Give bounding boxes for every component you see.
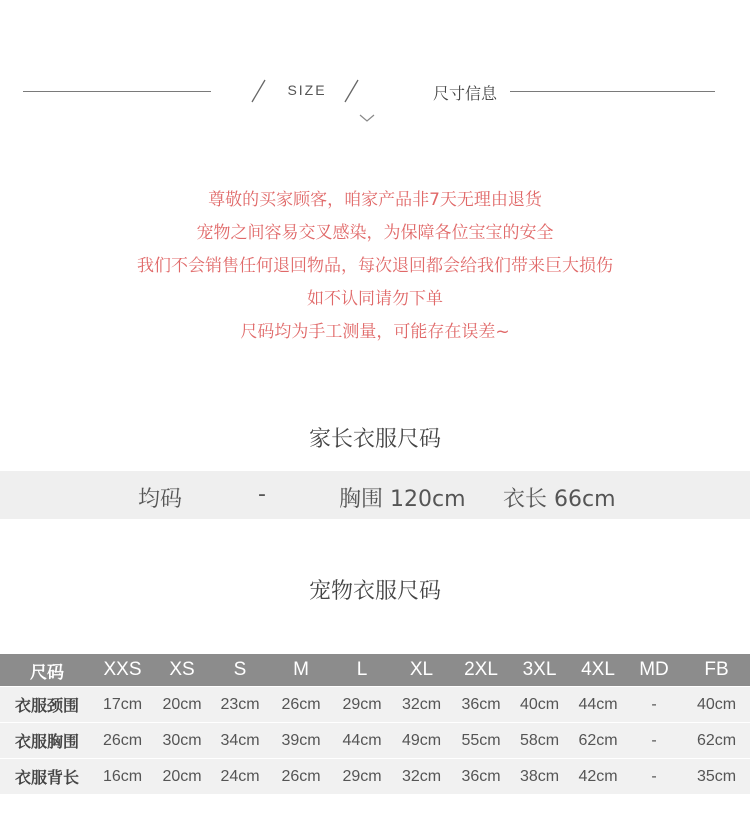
table-cell: 36cm — [454, 687, 508, 723]
table-cell: 62cm — [571, 723, 625, 759]
table-cell: 26cm — [94, 723, 151, 759]
table-cell: 23cm — [213, 687, 267, 723]
row-label: 衣服胸围 — [0, 723, 94, 759]
table-row — [0, 759, 750, 795]
return-policy-notice — [0, 186, 750, 351]
table-row — [0, 687, 750, 723]
table-header-cell: 尺码 — [0, 654, 94, 687]
table-cell: - — [625, 723, 683, 759]
notice-line: 尺码均为手工测量，可能存在误差~ — [240, 322, 510, 342]
header-rule-right — [510, 91, 715, 92]
table-cell: 49cm — [389, 723, 454, 759]
table-cell: 29cm — [335, 759, 389, 795]
table-header-cell: 2XL — [454, 654, 508, 687]
slash-divider-icon — [250, 78, 266, 104]
parent-chest-value: 胸围 120cm — [339, 487, 466, 512]
pet-size-title: 宠物衣服尺码 — [308, 579, 441, 604]
table-cell: 44cm — [335, 723, 389, 759]
table-header-cell: XL — [389, 654, 454, 687]
table-cell: 16cm — [94, 759, 151, 795]
table-cell: 35cm — [683, 759, 750, 795]
table-cell: - — [625, 687, 683, 723]
parent-size-row — [0, 471, 750, 519]
size-label-cn: 尺寸信息 — [432, 84, 497, 103]
parent-length-value: 衣长 66cm — [503, 487, 616, 512]
table-cell: 26cm — [267, 687, 335, 723]
table-header-cell: XS — [151, 654, 213, 687]
parent-size-title: 家长衣服尺码 — [308, 427, 441, 452]
size-label-en: SIZE — [287, 82, 327, 98]
parent-size-value: 均码 — [138, 487, 183, 512]
table-header-cell: 4XL — [571, 654, 625, 687]
table-cell: 44cm — [571, 687, 625, 723]
table-cell: 62cm — [683, 723, 750, 759]
table-cell: 29cm — [335, 687, 389, 723]
table-cell: 34cm — [213, 723, 267, 759]
table-cell: 40cm — [683, 687, 750, 723]
table-cell: 24cm — [213, 759, 267, 795]
table-cell: 58cm — [508, 723, 571, 759]
chevron-down-icon — [359, 113, 375, 123]
table-cell: 30cm — [151, 723, 213, 759]
notice-line: 宠物之间容易交叉感染，为保障各位宝宝的安全 — [196, 223, 554, 243]
header-rule-left — [23, 91, 211, 92]
table-header-cell: MD — [625, 654, 683, 687]
table-header-row — [0, 654, 750, 687]
table-cell: 36cm — [454, 759, 508, 795]
slash-divider-icon — [343, 78, 359, 104]
table-header-cell: XXS — [94, 654, 151, 687]
table-cell: 38cm — [508, 759, 571, 795]
table-cell: 32cm — [389, 687, 454, 723]
table-cell: 55cm — [454, 723, 508, 759]
table-row — [0, 723, 750, 759]
table-cell: 40cm — [508, 687, 571, 723]
row-label: 衣服背长 — [0, 759, 94, 795]
notice-line: 尊敬的买家顾客，咱家产品非7天无理由退货 — [208, 190, 542, 210]
parent-size-value: - — [258, 482, 266, 507]
table-header-cell: FB — [683, 654, 750, 687]
notice-line: 我们不会销售任何退回物品，每次退回都会给我们带来巨大损伤 — [137, 256, 613, 276]
table-cell: - — [625, 759, 683, 795]
table-cell: 20cm — [151, 759, 213, 795]
table-header-cell: L — [335, 654, 389, 687]
table-cell: 20cm — [151, 687, 213, 723]
row-label: 衣服颈围 — [0, 687, 94, 723]
table-header-cell: 3XL — [508, 654, 571, 687]
table-cell: 39cm — [267, 723, 335, 759]
table-header-cell: M — [267, 654, 335, 687]
table-cell: 17cm — [94, 687, 151, 723]
table-cell: 42cm — [571, 759, 625, 795]
notice-line: 如不认同请勿下单 — [307, 289, 443, 309]
table-cell: 32cm — [389, 759, 454, 795]
pet-size-table — [0, 654, 750, 794]
table-header-cell: S — [213, 654, 267, 687]
table-cell: 26cm — [267, 759, 335, 795]
